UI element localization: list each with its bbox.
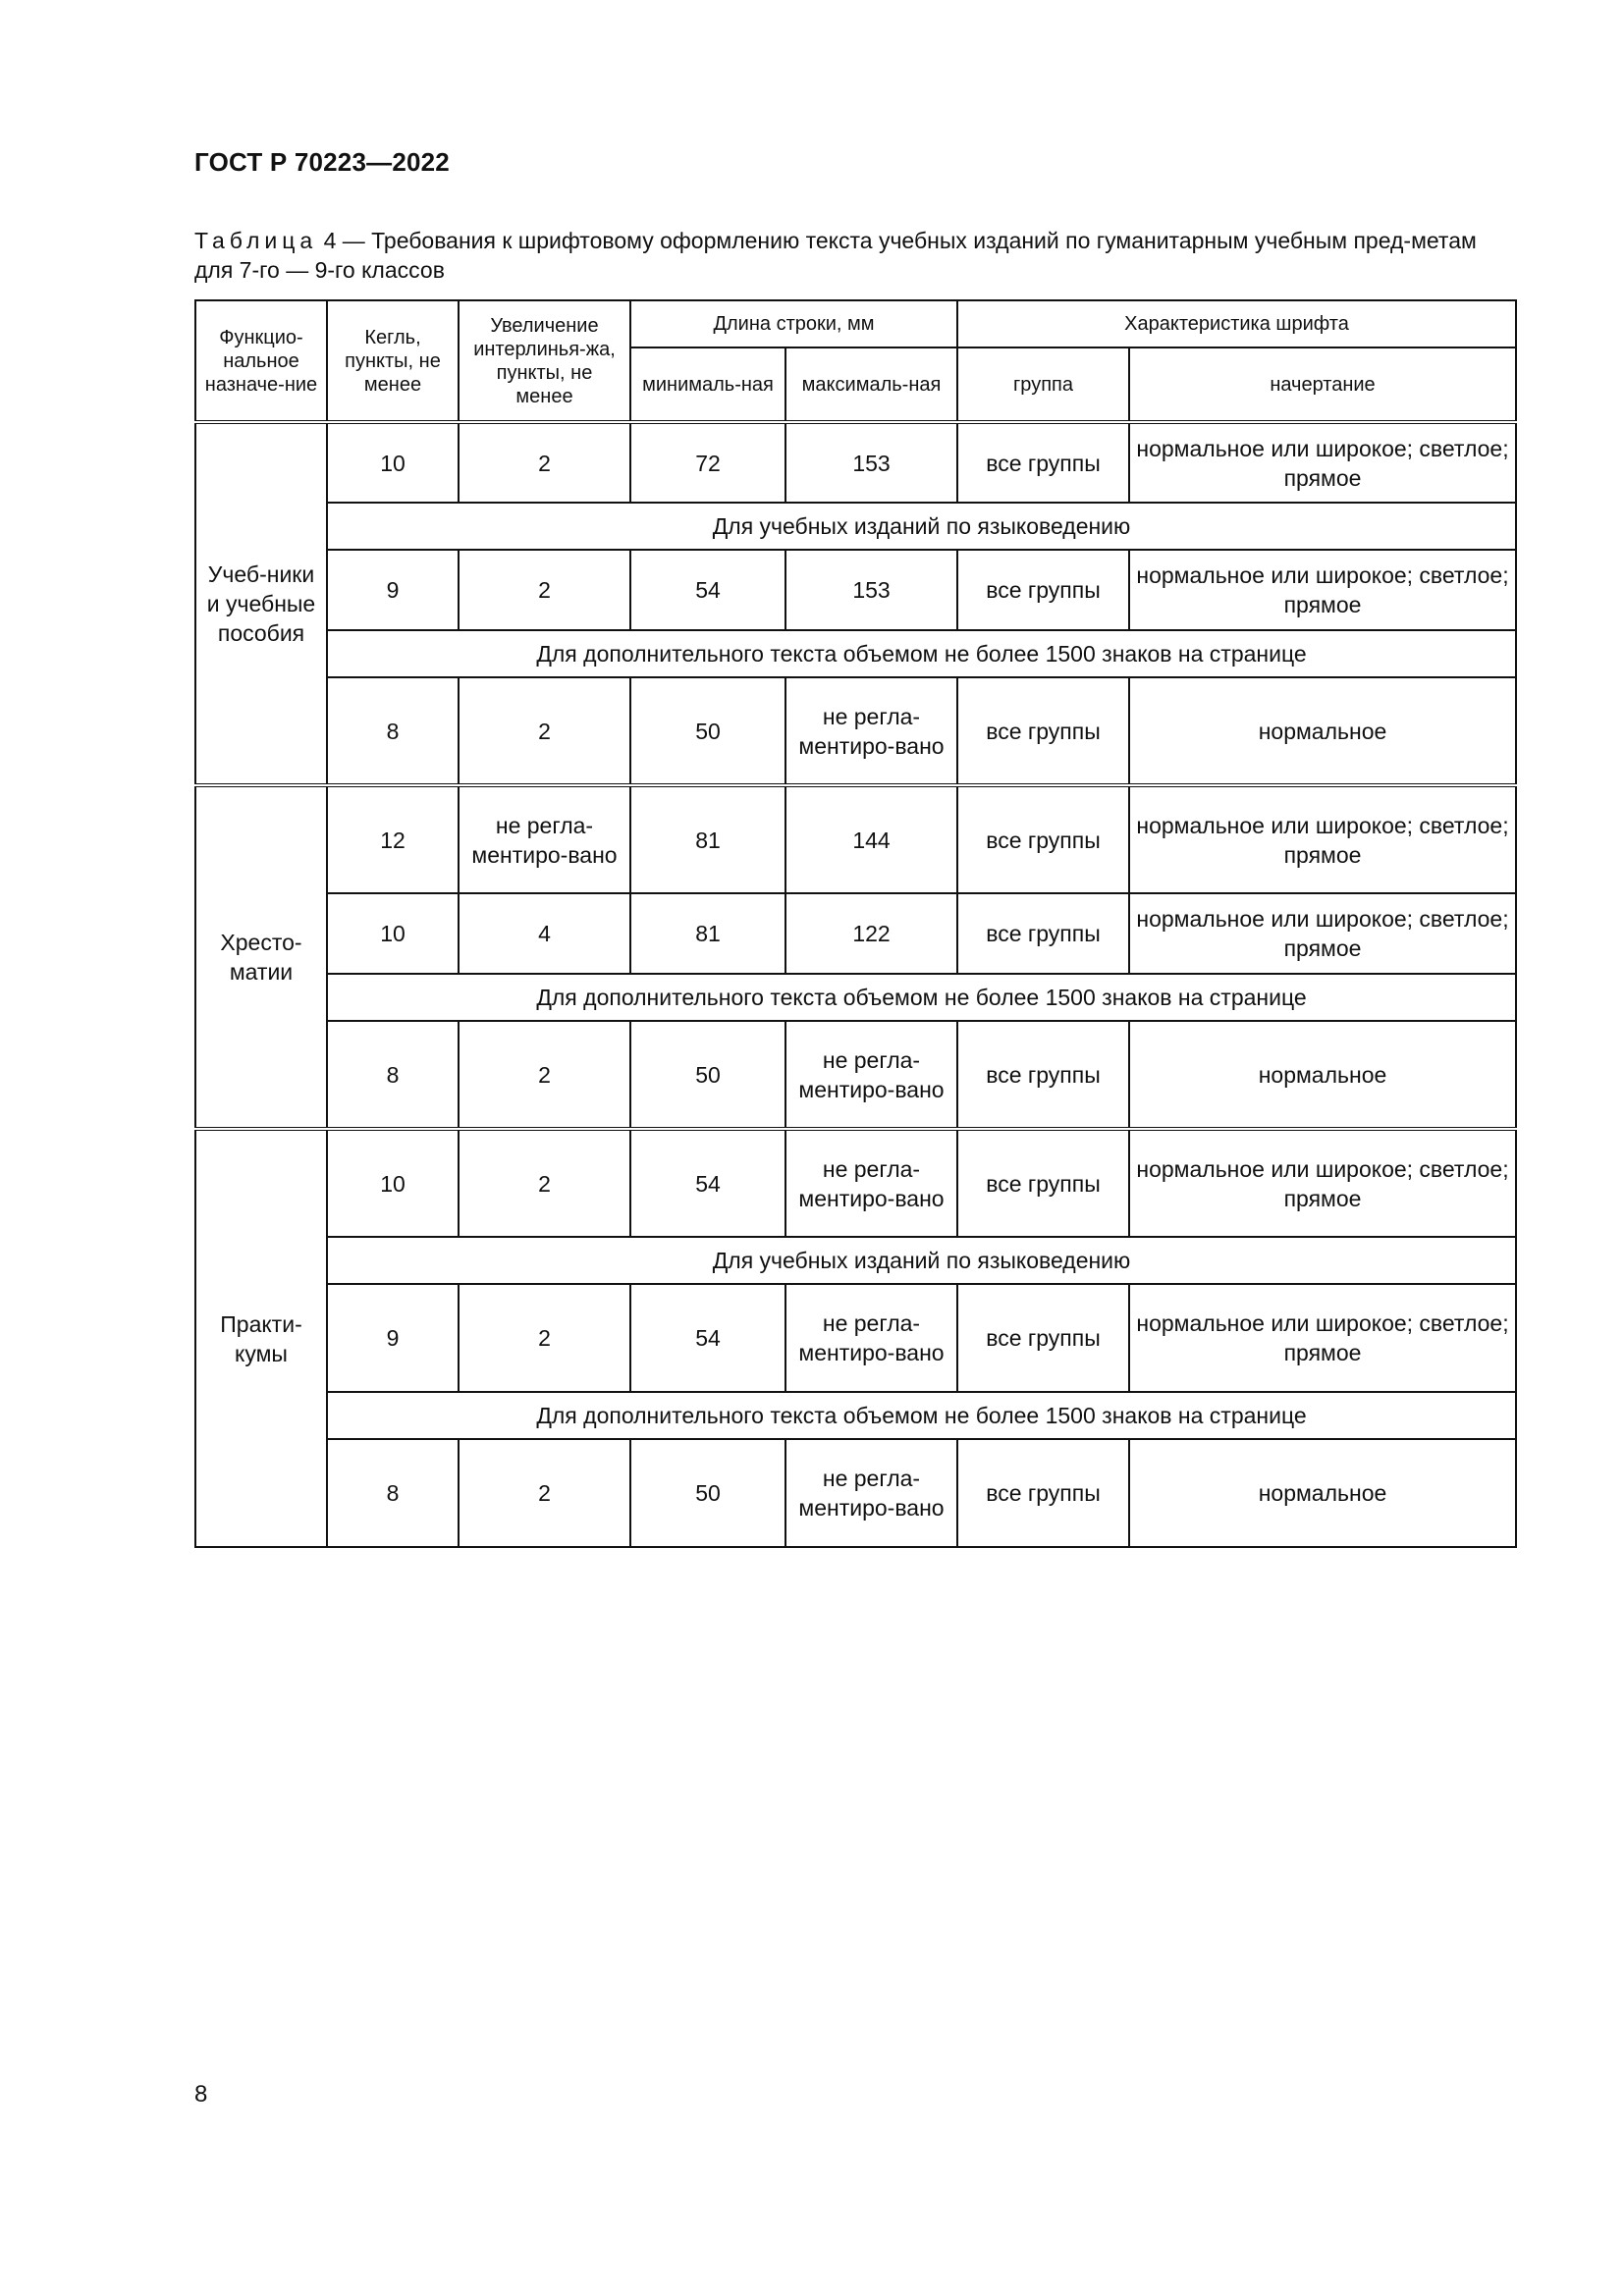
- cell-leading: 4: [459, 893, 630, 974]
- cell-style: нормальное или широкое; светлое; прямое: [1129, 893, 1516, 974]
- cell-group: все группы: [957, 1284, 1129, 1392]
- cell-min: 50: [630, 1439, 785, 1547]
- header-line-max: максималь-ная: [785, 347, 957, 422]
- table-row: [195, 677, 1516, 785]
- table-row: [195, 785, 1516, 893]
- cell-leading: не регла-ментиро-вано: [459, 785, 630, 893]
- cell-group: все группы: [957, 422, 1129, 503]
- cell-max: не регла-ментиро-вано: [785, 1129, 957, 1237]
- cell-min: 81: [630, 785, 785, 893]
- header-function: Функцио-нальное назначе-ние: [195, 300, 327, 422]
- cell-style: нормальное: [1129, 677, 1516, 785]
- note-cell: Для учебных изданий по языковедению: [327, 503, 1516, 550]
- cell-size: 10: [327, 893, 459, 974]
- header-leading: Увеличение интерлинья-жа, пункты, не менее: [459, 300, 630, 422]
- header-size: Кегль, пункты, не менее: [327, 300, 459, 422]
- table-row: [195, 1129, 1516, 1237]
- note-cell: Для учебных изданий по языковедению: [327, 1237, 1516, 1284]
- section-function-cell: Практи-кумы: [195, 1129, 327, 1547]
- cell-leading: 2: [459, 1439, 630, 1547]
- table-row: [195, 1021, 1516, 1129]
- table-row: [195, 893, 1516, 974]
- cell-leading: 2: [459, 1129, 630, 1237]
- cell-style: нормальное или широкое; светлое; прямое: [1129, 785, 1516, 893]
- requirements-table: [194, 299, 1517, 1548]
- cell-max: 153: [785, 422, 957, 503]
- cell-max: 122: [785, 893, 957, 974]
- cell-min: 54: [630, 1284, 785, 1392]
- cell-size: 9: [327, 550, 459, 630]
- cell-style: нормальное или широкое; светлое; прямое: [1129, 550, 1516, 630]
- cell-max: 144: [785, 785, 957, 893]
- cell-group: все группы: [957, 785, 1129, 893]
- note-cell: Для дополнительного текста объемом не более 1500 знаков на странице: [327, 630, 1516, 677]
- cell-group: все группы: [957, 677, 1129, 785]
- cell-max: не регла-ментиро-вано: [785, 1284, 957, 1392]
- section-function-cell: Хресто-матии: [195, 785, 327, 1129]
- table-caption-text: 4 — Требования к шрифтовому оформлению текста учебных изданий по гуманитарным учебным пред-метам для 7-го — 9-го классов: [194, 228, 1477, 283]
- header-line-length: Длина строки, мм: [630, 300, 957, 347]
- standard-header: ГОСТ Р 70223—2022: [194, 147, 450, 177]
- cell-min: 54: [630, 1129, 785, 1237]
- cell-group: все группы: [957, 550, 1129, 630]
- cell-group: все группы: [957, 1439, 1129, 1547]
- cell-min: 72: [630, 422, 785, 503]
- cell-leading: 2: [459, 677, 630, 785]
- table-note-row: [195, 503, 1516, 550]
- cell-leading: 2: [459, 550, 630, 630]
- header-line-min: минималь-ная: [630, 347, 785, 422]
- table-body: [195, 422, 1516, 1547]
- page-number: 8: [194, 2081, 208, 2108]
- cell-size: 9: [327, 1284, 459, 1392]
- cell-size: 10: [327, 422, 459, 503]
- table-note-row: [195, 1392, 1516, 1439]
- table-row: [195, 422, 1516, 503]
- section-function-cell: Учеб-ники и учебные пособия: [195, 422, 327, 785]
- cell-size: 8: [327, 1439, 459, 1547]
- table-caption: [194, 226, 1510, 285]
- cell-max: не регла-ментиро-вано: [785, 677, 957, 785]
- cell-max: 153: [785, 550, 957, 630]
- cell-style: нормальное или широкое; светлое; прямое: [1129, 1129, 1516, 1237]
- header-font-style: начертание: [1129, 347, 1516, 422]
- cell-style: нормальное или широкое; светлое; прямое: [1129, 1284, 1516, 1392]
- note-cell: Для дополнительного текста объемом не более 1500 знаков на странице: [327, 974, 1516, 1021]
- cell-min: 50: [630, 677, 785, 785]
- cell-size: 10: [327, 1129, 459, 1237]
- table-note-row: [195, 974, 1516, 1021]
- cell-group: все группы: [957, 1129, 1129, 1237]
- cell-min: 81: [630, 893, 785, 974]
- cell-max: не регла-ментиро-вано: [785, 1021, 957, 1129]
- cell-style: нормальное: [1129, 1439, 1516, 1547]
- cell-size: 8: [327, 1021, 459, 1129]
- table-row: [195, 550, 1516, 630]
- table-caption-label: Таблица: [194, 228, 318, 253]
- table-note-row: [195, 630, 1516, 677]
- cell-size: 12: [327, 785, 459, 893]
- table-row: [195, 1284, 1516, 1392]
- cell-min: 50: [630, 1021, 785, 1129]
- cell-group: все группы: [957, 893, 1129, 974]
- table-note-row: [195, 1237, 1516, 1284]
- cell-leading: 2: [459, 1284, 630, 1392]
- cell-max: не регла-ментиро-вано: [785, 1439, 957, 1547]
- cell-size: 8: [327, 677, 459, 785]
- cell-style: нормальное: [1129, 1021, 1516, 1129]
- table-row: [195, 1439, 1516, 1547]
- note-cell: Для дополнительного текста объемом не более 1500 знаков на странице: [327, 1392, 1516, 1439]
- cell-group: все группы: [957, 1021, 1129, 1129]
- header-font-group: группа: [957, 347, 1129, 422]
- cell-leading: 2: [459, 1021, 630, 1129]
- header-font-characteristics: Характеристика шрифта: [957, 300, 1516, 347]
- cell-min: 54: [630, 550, 785, 630]
- cell-leading: 2: [459, 422, 630, 503]
- cell-style: нормальное или широкое; светлое; прямое: [1129, 422, 1516, 503]
